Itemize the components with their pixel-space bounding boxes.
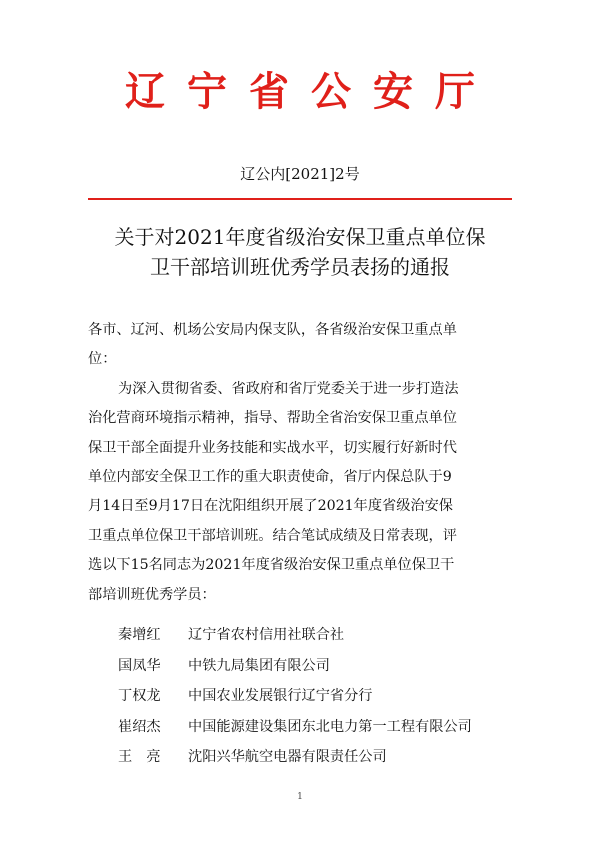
title-line: 卫干部培训班优秀学员表扬的通报 bbox=[150, 255, 450, 279]
paragraph-line: 月14日至9月17日在沈阳组织开展了2021年度省级治安保 bbox=[88, 498, 453, 515]
issuer-masthead: 辽宁省公安厅 bbox=[125, 68, 497, 115]
title-line: 关于对2021年度省级治安保卫重点单位保 bbox=[114, 225, 486, 249]
honoree-name: 崔绍杰 bbox=[118, 718, 161, 735]
paragraph-line: 为深入贯彻省委、省政府和省厅党委关于进一步打造法 bbox=[118, 380, 459, 397]
honoree-organization: 辽宁省农村信用社联合社 bbox=[188, 627, 345, 643]
paragraph-line: 部培训班优秀学员： bbox=[88, 586, 216, 603]
list-item bbox=[118, 681, 518, 712]
honoree-list bbox=[118, 620, 518, 773]
paragraph-line: 卫重点单位保卫干部培训班。结合笔试成绩及日常表现，评 bbox=[88, 527, 457, 544]
paragraph-line: 治化营商环境指示精神，指导、帮助全省治安保卫重点单位 bbox=[88, 410, 457, 427]
honoree-organization: 沈阳兴华航空电器有限责任公司 bbox=[188, 749, 387, 765]
honoree-organization: 中国农业发展银行辽宁省分行 bbox=[188, 688, 373, 704]
paragraph-line: 保卫干部全面提升业务技能和实战水平，切实履行好新时代 bbox=[88, 439, 457, 456]
list-item bbox=[118, 651, 518, 682]
red-divider-rule bbox=[88, 198, 512, 200]
salutation-line: 位： bbox=[88, 351, 117, 368]
honoree-organization: 中国能源建设集团东北电力第一工程有限公司 bbox=[188, 718, 472, 735]
honoree-name: 国凤华 bbox=[118, 657, 161, 674]
honoree-name: 秦增红 bbox=[118, 627, 161, 643]
honoree-name: 王 亮 bbox=[118, 749, 161, 765]
salutation-line: 各市、辽河、机场公安局内保支队，各省级治安保卫重点单 bbox=[88, 322, 457, 338]
list-item bbox=[118, 742, 518, 773]
document-title bbox=[88, 222, 512, 282]
honoree-organization: 中铁九局集团有限公司 bbox=[188, 657, 330, 674]
page-number: 1 bbox=[297, 792, 303, 802]
document-number: 辽公内[2021]2号 bbox=[240, 165, 360, 183]
list-item bbox=[118, 712, 518, 743]
document-body bbox=[88, 316, 516, 610]
honoree-name: 丁权龙 bbox=[118, 688, 161, 704]
paragraph-line: 单位内部安全保卫工作的重大职责使命，省厅内保总队于9 bbox=[88, 469, 452, 486]
list-item bbox=[118, 620, 518, 651]
paragraph-line: 选以下15名同志为2021年度省级治安保卫重点单位保卫干 bbox=[88, 557, 455, 574]
